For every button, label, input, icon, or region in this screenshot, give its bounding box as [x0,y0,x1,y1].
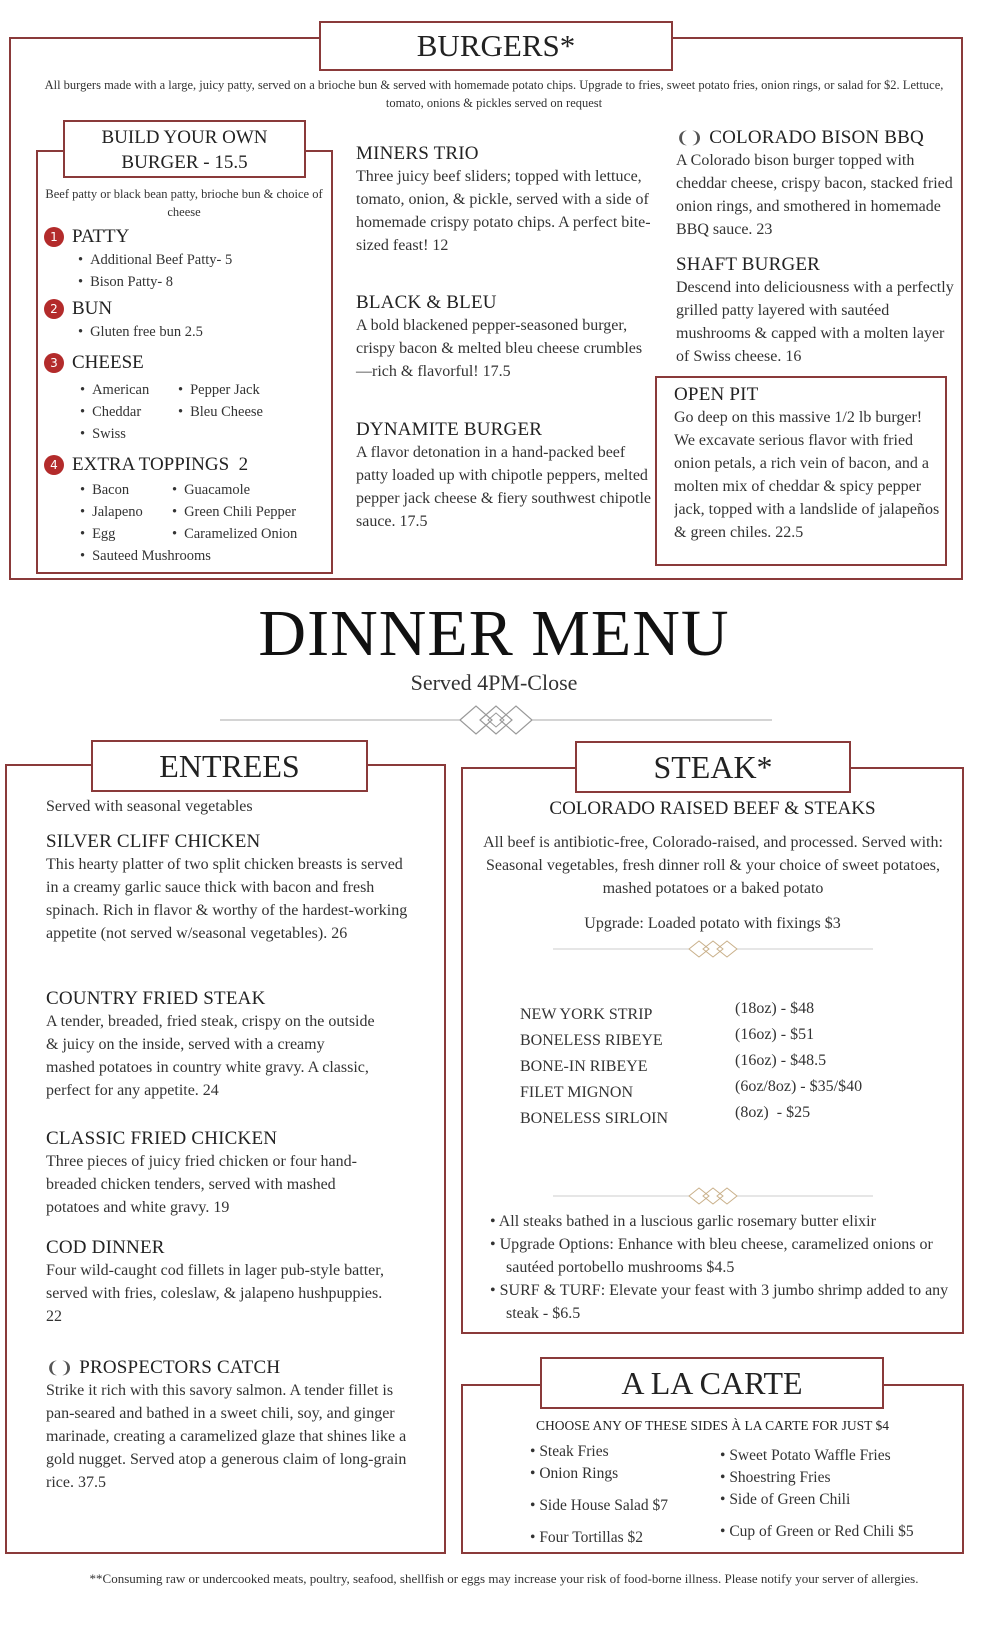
alacarte-left-list [530,1440,720,1548]
cheese-option: • Swiss [80,423,149,445]
item-description: Four wild-caught cod fillets in lager pub-style batter, served with fries, coleslaw, & jalapeno hushpuppies. 22 [46,1262,384,1325]
bun-heading: BUN [72,298,113,319]
diamond-divider-icon [553,1186,873,1206]
burgers-title: BURGERS* [319,21,673,71]
item-description: A Colorado bison burger topped with cheddar cheese, crispy bacon, stacked fried onion rings, and smothered in homemade BBQ sauce. 23 [676,152,953,238]
toppings-group [44,454,329,571]
patty-heading: PATTY [72,226,130,247]
patty-option: • Bison Patty- 8 [78,271,324,293]
item-title: COUNTRY FRIED STEAK [46,988,266,1009]
side-item: • Onion Rings [530,1465,619,1482]
steak-cut-name: BONE-IN RIBEYE [520,1058,648,1075]
steak-upgrade: Upgrade: Loaded potato with fixings $3 [584,915,841,932]
steak-title: STEAK* [575,741,851,793]
steak-note: • SURF & TURF: Elevate your feast with 3 jumbo shrimp added to any steak - $6.5 [490,1282,949,1322]
cheese-group [44,352,329,449]
entrees-title: ENTREES [91,740,368,792]
cheese-option: • American [80,379,149,401]
steak-cut-name: FILET MIGNON [520,1084,634,1101]
item-title: BLACK & BLEU [356,292,497,313]
build-subtitle: Beef patty or black bean patty, brioche bun & choice of cheese [45,187,323,219]
dinner-menu-title: DINNER MENU [258,597,730,670]
alacarte-right-list [720,1444,960,1542]
diamond-divider-icon [220,703,772,737]
item-description: A bold blackened pepper-seasoned burger, crispy bacon & melted bleu cheese crumbles—rich & flavorful! 17.5 [356,317,643,380]
diamond-divider-icon [553,939,873,959]
burger-colorado-bison [676,127,959,241]
steak-cut-price: (16oz) - $51 [735,1026,815,1043]
alacarte-title: A LA CARTE [540,1357,884,1409]
topping-option: • Sauteed Mushrooms [80,545,211,567]
bun-option: • Gluten free bun 2.5 [78,321,324,343]
item-description: This hearty platter of two split chicken breasts is served in a creamy garlic sauce thick with bacon and fresh spinach. Rich in flavor & worthy of the hardest-working appetite (not served w/seasonal vegetables). 26 [46,856,408,942]
cheese-option: • Pepper Jack [178,379,263,401]
burger-black-bleu [356,292,654,383]
steak-cut-price: (16oz) - $48.5 [735,1052,827,1069]
item-title: DYNAMITE BURGER [356,419,543,440]
item-description: Go deep on this massive 1/2 lb burger! We excavate serious flavor with fried onion petals, a rich vein of bacon, and a molten mix of cheddar & spicy pepper jack, topped with a landslide of jalapeños & green chiles. 22.5 [674,409,940,541]
item-description: Three juicy beef sliders; topped with lettuce, tomato, onion, & pickle, served with a side of homemade crispy potato chips. A perfect bite-sized feast! 12 [356,168,651,254]
steak-cuts-list [520,1000,950,1136]
item-description: A tender, breaded, fried steak, crispy on the outside & juicy on the inside, served with a creamy mashed potatoes in country white gravy. A classic, perfect for any appetite. 24 [46,1013,375,1099]
side-item: • Cup of Green or Red Chili $5 [720,1523,914,1540]
steak-cut-price: (6oz/8oz) - $35/$40 [735,1078,863,1095]
entree-silver-cliff-chicken [46,831,418,945]
item-description: Three pieces of juicy fried chicken or four hand-breaded chicken tenders, served with mashed potatoes and white gravy. 19 [46,1153,357,1216]
side-item: • Sweet Potato Waffle Fries [720,1447,891,1464]
laurel-wreath-icon: ❨❩ [46,1358,74,1377]
burger-shaft [676,254,959,368]
steak-cut-name: BONELESS SIRLOIN [520,1110,669,1127]
side-item: • Four Tortillas $2 [530,1529,643,1546]
steak-cut-row [520,1104,950,1136]
bun-group [44,298,324,343]
burger-dynamite [356,419,654,533]
cheese-number-badge: 3 [44,353,64,373]
allergy-disclaimer: **Consuming raw or undercooked meats, poultry, seafood, shellfish or eggs may increase your risk of food-borne illness. Please notify your server of allergies. [89,1571,919,1586]
item-title: CLASSIC FRIED CHICKEN [46,1128,278,1149]
cheese-heading: CHEESE [72,352,144,373]
item-title: OPEN PIT [674,384,759,405]
burger-open-pit [674,384,940,564]
build-title-line2: BURGER - 15.5 [121,152,248,173]
item-title: SILVER CLIFF CHICKEN [46,831,261,852]
burgers-intro: All burgers made with a large, juicy patty, served on a brioche bun & served with homemade potato chips. Upgrade to fries, sweet potato fries, onion rings, or salad for $2. Lettuce, tomato, onions & pickles served on request [44,78,944,110]
patty-number-badge: 1 [44,227,64,247]
topping-option: • Caramelized Onion [172,523,297,545]
side-item: • Steak Fries [530,1443,609,1460]
item-description: Descend into deliciousness with a perfectly grilled patty layered with sautéed mushrooms & capped with a molten layer of Swiss cheese. 16 [676,279,954,365]
toppings-heading: EXTRA TOPPINGS 2 [72,454,249,475]
side-item: • Side House Salad $7 [530,1497,669,1514]
item-title-row [676,127,959,149]
steak-cut-name: BONELESS RIBEYE [520,1032,663,1049]
item-title-row [46,1357,416,1379]
steak-cut-name: NEW YORK STRIP [520,1006,653,1023]
entree-cod-dinner [46,1237,391,1328]
entrees-note: Served with seasonal vegetables [46,798,253,815]
cheese-option: • Cheddar [80,401,149,423]
topping-option: • Bacon [80,479,211,501]
item-title: SHAFT BURGER [676,254,821,275]
burger-miners-trio [356,143,654,257]
entree-prospectors-catch [46,1357,416,1494]
steak-intro: All beef is antibiotic-free, Colorado-raised, and processed. Served with: Seasonal vegetables, fresh dinner roll & your choice of sweet potatoes, mashed potatoes or a baked potato [483,834,943,897]
steak-subtitle: COLORADO RAISED BEEF & STEAKS [549,798,876,819]
build-your-own-title [63,120,306,178]
entree-country-fried-steak [46,988,376,1102]
dinner-menu-subtitle: Served 4PM-Close [410,670,578,695]
steak-notes [490,1210,950,1325]
bun-number-badge: 2 [44,299,64,319]
alacarte-subtitle: CHOOSE ANY OF THESE SIDES À LA CARTE FOR JUST $4 [536,1418,889,1433]
item-title: COLORADO BISON BBQ [709,127,924,148]
toppings-number-badge: 4 [44,455,64,475]
item-description: A flavor detonation in a hand-packed beef patty loaded up with chipotle peppers, melted pepper jack cheese & fiery southwest chipotle sauce. 17.5 [356,444,651,530]
topping-option: • Jalapeno [80,501,211,523]
item-description: Strike it rich with this savory salmon. A tender fillet is pan-seared and bathed in a sweet chili, soy, and ginger marinade, creating a caramelized glaze that shines like a gold nugget. Served atop a generous claim of long-grain rice. 37.5 [46,1382,407,1491]
entree-classic-fried-chicken [46,1128,376,1219]
laurel-wreath-icon: ❨❩ [676,128,704,147]
topping-option: • Egg [80,523,211,545]
patty-option: • Additional Beef Patty- 5 [78,249,324,271]
item-title: PROSPECTORS CATCH [79,1357,281,1378]
steak-cut-price: (8oz) - $25 [735,1104,811,1121]
steak-note: • All steaks bathed in a luscious garlic rosemary butter elixir [490,1213,876,1230]
topping-option: • Green Chili Pepper [172,501,297,523]
item-title: MINERS TRIO [356,143,479,164]
steak-cut-price: (18oz) - $48 [735,1000,815,1017]
item-title: COD DINNER [46,1237,165,1258]
side-item: • Shoestring Fries [720,1469,831,1486]
side-item: • Side of Green Chili [720,1491,851,1508]
build-title-line1: BUILD YOUR OWN [101,127,268,148]
patty-group [44,226,324,293]
topping-option: • Guacamole [172,479,297,501]
cheese-option: • Bleu Cheese [178,401,263,423]
steak-note: • Upgrade Options: Enhance with bleu cheese, caramelized onions or sautéed portobello mushrooms $4.5 [490,1236,933,1276]
